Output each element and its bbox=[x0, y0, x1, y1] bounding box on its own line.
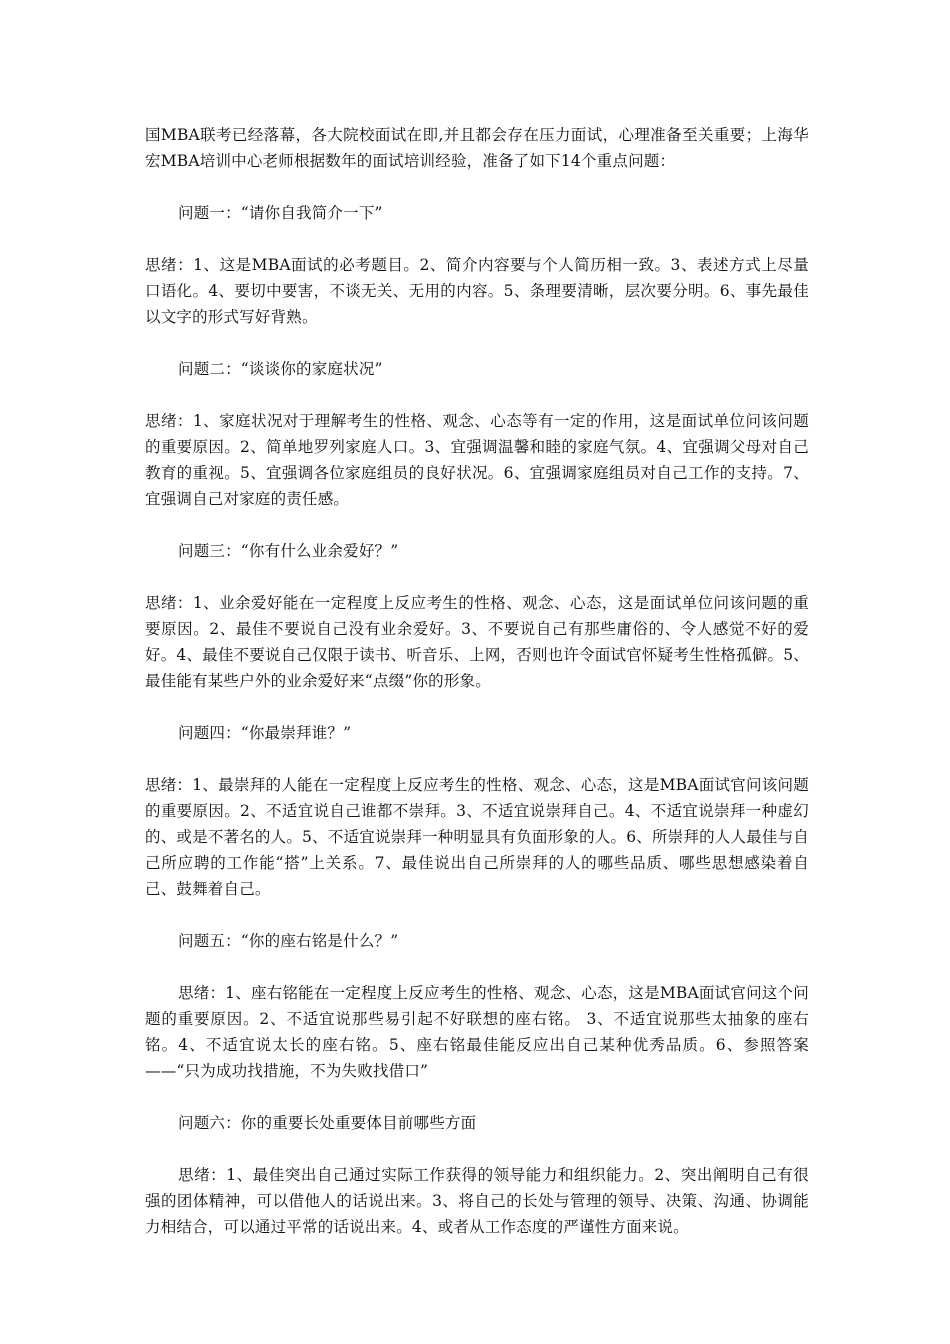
question-4-answer: 思绪：1、最崇拜的人能在一定程度上反应考生的性格、观念、心态，这是MBA面试官问该问题的重要原因。2、不适宜说自己谁都不崇拜。3、不适宜说崇拜自己。4、不适宜说崇拜一种虚幻的、或是不著名的人。5、不适宜说崇拜一种明显具有负面形象的人。6、所崇拜的人人最佳与自己所应聘的工作能“搭”上关系。7、最佳说出自己所崇拜的人的哪些品质、哪些思想感染着自己、鼓舞着自己。 bbox=[145, 776, 809, 898]
question-1-title: 问题一：“请你自我简介一下” bbox=[178, 204, 383, 222]
question-6-answer: 思绪：1、最佳突出自己通过实际工作获得的领导能力和组织能力。2、突出阐明自己有很强的团体精神，可以借他人的话说出来。3、将自己的长处与管理的领导、决策、沟通、协调能力相结合，可以通过平常的话说出来。4、或者从工作态度的严谨性方面来说。 bbox=[145, 1166, 809, 1236]
question-2-title: 问题二：“谈谈你的家庭状况” bbox=[178, 360, 383, 378]
intro-paragraph: 国MBA联考已经落幕，各大院校面试在即,并且都会存在压力面试，心理准备至关重要；上海华宏MBA培训中心老师根据数年的面试培训经验，准备了如下14个重点问题： bbox=[145, 126, 809, 170]
question-4-title: 问题四：“你最崇拜谁？” bbox=[178, 724, 352, 742]
document-body bbox=[145, 122, 809, 1266]
question-3-title: 问题三：“你有什么业余爱好？” bbox=[178, 542, 399, 560]
question-3-answer: 思绪：1、业余爱好能在一定程度上反应考生的性格、观念、心态，这是面试单位问该问题的重要原因。2、最佳不要说自己没有业余爱好。3、不要说自己有那些庸俗的、令人感觉不好的爱好。4、最佳不要说自己仅限于读书、听音乐、上网，否则也许令面试官怀疑考生性格孤僻。5、最佳能有某些户外的业余爱好来“点缀”你的形象。 bbox=[145, 594, 809, 690]
question-6-title: 问题六：你的重要长处重要体目前哪些方面 bbox=[178, 1114, 477, 1132]
question-2-answer: 思绪：1、家庭状况对于理解考生的性格、观念、心态等有一定的作用，这是面试单位问该问题的重要原因。2、简单地罗列家庭人口。3、宜强调温馨和睦的家庭气氛。4、宜强调父母对自己教育的重视。5、宜强调各位家庭组员的良好状况。6、宜强调家庭组员对自己工作的支持。7、宜强调自己对家庭的责任感。 bbox=[145, 412, 809, 508]
question-5-title: 问题五：“你的座右铭是什么？” bbox=[178, 932, 399, 950]
question-1-answer: 思绪：1、这是MBA面试的必考题目。2、简介内容要与个人简历相一致。3、表述方式上尽量口语化。4、要切中要害，不谈无关、无用的内容。5、条理要清晰，层次要分明。6、事先最佳以文字的形式写好背熟。 bbox=[145, 256, 809, 326]
question-5-answer: 思绪：1、座右铭能在一定程度上反应考生的性格、观念、心态，这是MBA面试官问这个问题的重要原因。2、不适宜说那些易引起不好联想的座右铭。 3、不适宜说那些太抽象的座右铭。4、不适宜说太长的座右铭。5、座右铭最佳能反应出自己某种优秀品质。6、参照答案——“只为成功找措施，不为失败找借口” bbox=[145, 984, 809, 1080]
